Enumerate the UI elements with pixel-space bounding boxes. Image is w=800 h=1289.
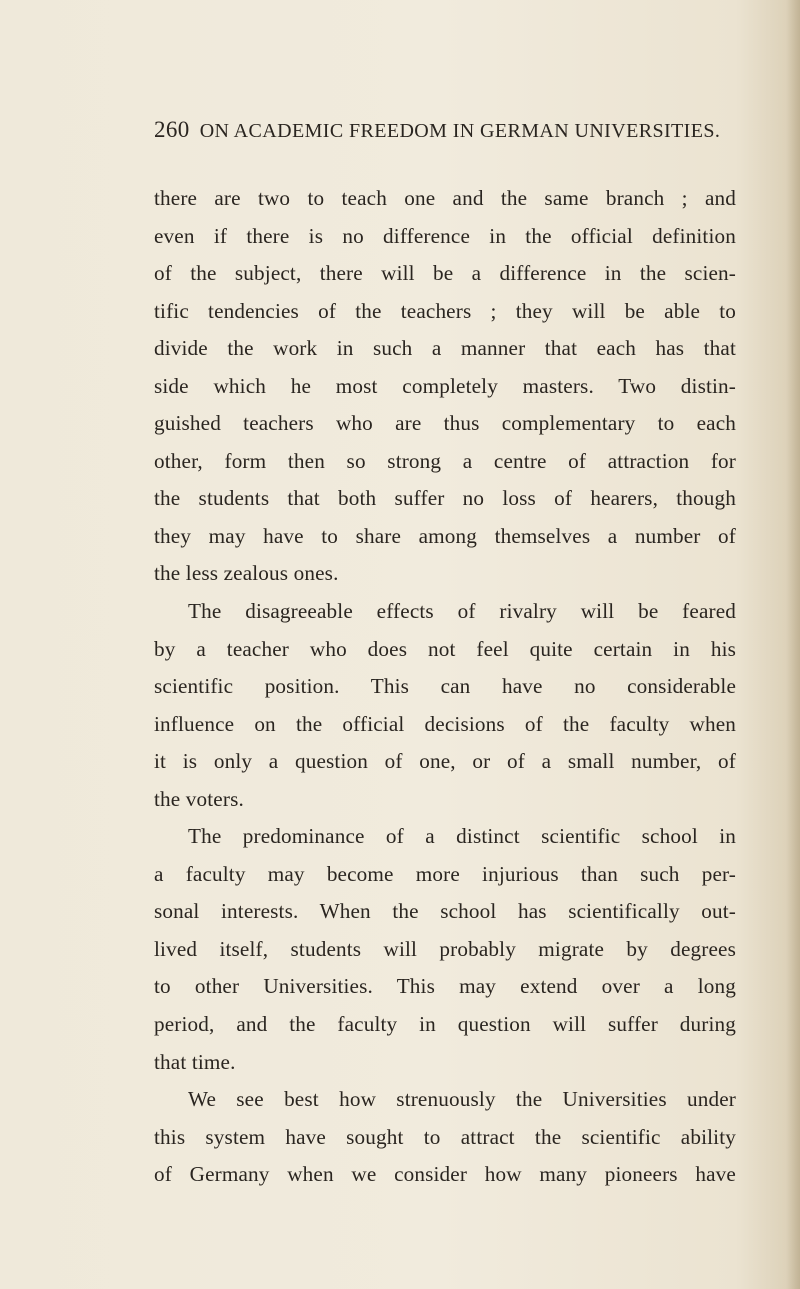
text-line: by a teacher who does not feel quite certain in his (154, 636, 736, 661)
text-line: The disagreeable effects of rivalry will be feared (188, 599, 736, 624)
text-line: lived itself, students will probably migrate by degrees (154, 936, 736, 961)
text-line: of the subject, there will be a difference in the scien- (154, 261, 736, 286)
text-line: period, and the faculty in question will suffer during (154, 1012, 736, 1037)
body-text (154, 180, 736, 1194)
text-line: sonal interests. When the school has scientifically out- (154, 899, 736, 924)
text-line: of Germany when we consider how many pioneers have (154, 1162, 736, 1187)
text-line: influence on the official decisions of the faculty when (154, 711, 736, 736)
text-line: even if there is no difference in the official definition (154, 223, 736, 248)
text-line: they may have to share among themselves a number of (154, 523, 736, 548)
text-line: there are two to teach one and the same branch ; and (154, 186, 736, 210)
text-line: to other Universities. This may extend over a long (154, 974, 736, 999)
text-line: this system have sought to attract the scientific ability (154, 1124, 736, 1149)
text-line: the less zealous ones. (154, 561, 339, 586)
page-edge-shadow (786, 0, 800, 1289)
text-line: the voters. (154, 786, 244, 811)
running-title: ON ACADEMIC FREEDOM IN GERMAN UNIVERSITIES. (199, 120, 721, 142)
text-line: other, form then so strong a centre of attraction for (154, 448, 736, 473)
text-line: The predominance of a distinct scientific school in (188, 824, 736, 849)
text-line: the students that both suffer no loss of hearers, though (154, 486, 736, 511)
text-line: that time. (154, 1049, 236, 1074)
text-line: guished teachers who are thus complementary to each (154, 411, 736, 436)
text-line: scientific position. This can have no considerable (154, 674, 736, 699)
text-line: tific tendencies of the teachers ; they will be able to (154, 298, 736, 323)
text-line: side which he most completely masters. Two distin- (154, 373, 736, 398)
text-line: divide the work in such a manner that each has that (154, 336, 736, 361)
text-line: We see best how strenuously the Universities under (188, 1087, 736, 1112)
text-line: it is only a question of one, or of a small number, of (154, 749, 736, 774)
page-number: 260 (154, 117, 190, 142)
running-head (154, 118, 754, 143)
text-line: a faculty may become more injurious than such per- (154, 861, 736, 886)
